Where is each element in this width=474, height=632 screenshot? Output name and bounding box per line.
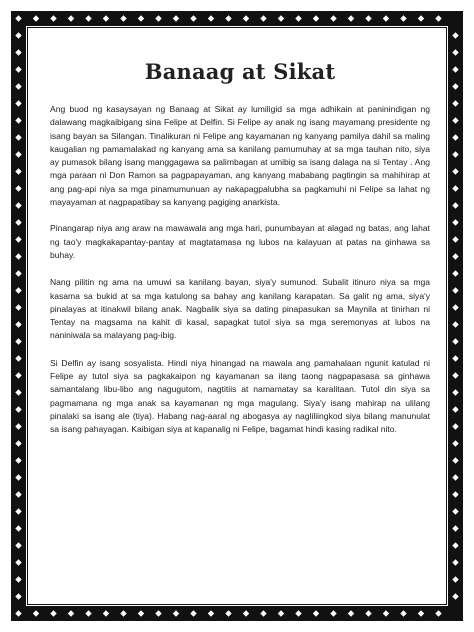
document-body <box>50 60 430 437</box>
paragraph-2: Pinangarap niya ang araw na mawawala ang mga hari, punumbayan at alagad ng batas, ang lahat ng tao'y magkakapantay-pantay at magtatamasa ng lubos na kalayuan at patas na ginhawa sa buhay. <box>50 223 430 260</box>
document-title: Banaag at Sikat <box>144 59 336 84</box>
paragraph-4: Si Delfin ay isang sosyalista. Hindi niya hinangad na mawala ang pamahalaan ngunit katulad ni Felipe ay tutol siya sa pagkakaipon ng kayamanan sa ilang taong nagpapasasa sa ginhawa samantalang libu-libo ang nagugutom, nagtitiis at namamatay sa karalitaan. Tutol din siya sa pagmamana ng mga anak sa kayamanan ng mga magulang. Siya'y isang mahirap na ulilang pinalaki sa isang ale (tiya). Habang nag-aaral ng abogasya ay nagliliingkod siya bilang manunulat sa isang pahayagan. Kaibigan siya at kapanalig ni Felipe, bagamat hindi kasing radikal nito. <box>50 357 430 435</box>
paragraph-3: Nang pilitin ng ama na umuwi sa kanilang bayan, siya'y sumunod. Subalit itinuro niya sa mga kasama sa bukid at sa mga katulong sa bahay ang kanilang karapatan. Sa galit ng ama, siya'y pinalayas at itinakwil bilang anak. Nagbalik siya sa dating pinapasukan sa Maynila at tinirhan ni Tentay na magsama na kahit di kasal, sapagkat tutol siya sa mga seremonyas at lubos na naniniwala sa malayang pag-ibig. <box>50 277 430 341</box>
paragraph-1: Ang buod ng kasaysayan ng Banaag at Sikat ay lumiligid sa mga adhikain at paninindigan ng dalawang magkaibigang sina Felipe at Delfin. Si Felipe ay anak ng isang mayamang presidente ng isang bayan sa Silangan. Tinalikuran ni Felipe ang kayamanan ng kanyang pamilya dahil sa maling kaugalian ng pamamalakad ng kanyang ama sa kanilang pamumuhay at sa mga tauhan nito, siya ay pumasok bilang isang manggagawa sa palimbagan at umibig sa isang dalaga na si Tentay . Ang mga paraan ni Don Ramon sa pagpapayaman, ang kanyang mababang pagtingin sa mahihirap at ang pag-api niya sa mga pinamumunuan ay nakapagpalubha sa pagkamuhi ni Felipe sa lahat ng mayayaman at nagpapatibay sa kanyang pagiging anarkista. <box>50 104 430 208</box>
